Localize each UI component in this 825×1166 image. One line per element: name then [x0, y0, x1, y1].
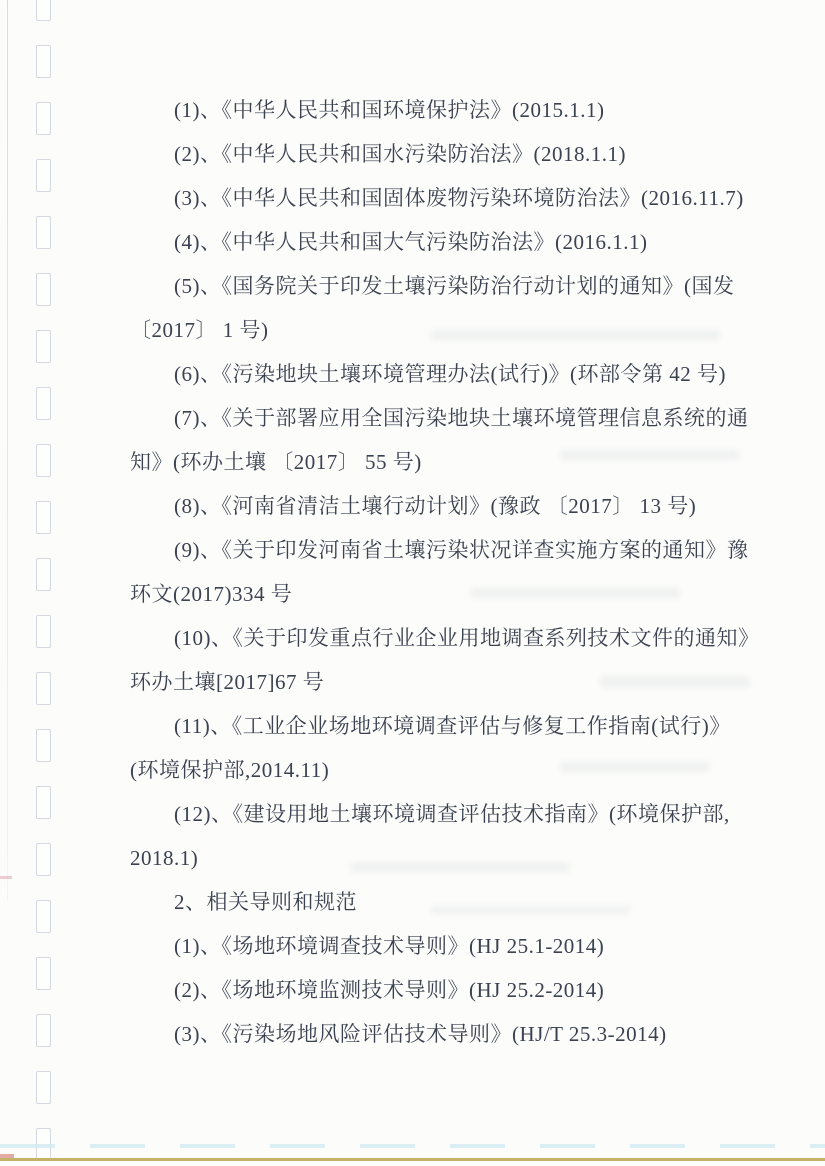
text-line: (2)、《中华人民共和国水污染防治法》(2018.1.1) — [174, 142, 626, 166]
text-line: (5)、《国务院关于印发土壤污染防治行动计划的通知》(国发 — [174, 274, 735, 298]
text-line: (9)、《关于印发河南省土壤污染状况详查实施方案的通知》豫 — [174, 538, 749, 562]
text-line: (7)、《关于部署应用全国污染地块土壤环境管理信息系统的通 — [174, 406, 749, 430]
binding-hole — [36, 159, 51, 192]
text-line: (10)、《关于印发重点行业企业用地调查系列技术文件的通知》 — [174, 626, 760, 650]
binding-hole — [36, 330, 51, 363]
bleed-through-smudge — [350, 862, 570, 872]
binding-hole — [36, 444, 51, 477]
binding-hole — [36, 45, 51, 78]
binding-hole — [36, 102, 51, 135]
binding-hole — [36, 900, 51, 933]
scan-artifact-red-dash — [0, 1154, 14, 1158]
text-line: (1)、《场地环境调查技术导则》(HJ 25.1-2014) — [174, 934, 605, 958]
text-line: 环办土壤[2017]67 号 — [130, 670, 325, 694]
text-line: (3)、《中华人民共和国固体废物污染环境防治法》(2016.11.7) — [174, 186, 744, 210]
text-line: 环文(2017)334 号 — [130, 582, 293, 606]
bleed-through-smudge — [430, 906, 630, 914]
text-line: (11)、《工业企业场地环境调查评估与修复工作指南(试行)》 — [174, 714, 731, 738]
text-line: (环境保护部,2014.11) — [130, 758, 330, 782]
text-line: (8)、《河南省清洁土壤行动计划》(豫政 〔2017〕 13 号) — [174, 494, 697, 518]
binding-hole — [36, 0, 51, 21]
binding-holes — [0, 0, 60, 1166]
binding-hole — [36, 615, 51, 648]
bleed-through-smudge — [430, 330, 720, 340]
text-line: 2018.1) — [130, 846, 199, 870]
bleed-through-smudge — [560, 762, 710, 772]
binding-hole — [36, 1014, 51, 1047]
scan-artifact-cyan-line — [0, 1144, 825, 1148]
binding-hole — [36, 558, 51, 591]
text-line: (2)、《场地环境监测技术导则》(HJ 25.2-2014) — [174, 978, 605, 1002]
binding-hole — [36, 501, 51, 534]
text-line: (1)、《中华人民共和国环境保护法》(2015.1.1) — [174, 98, 605, 122]
binding-hole — [36, 1071, 51, 1104]
text-line: 〔2017〕 1 号) — [130, 318, 269, 342]
binding-hole — [36, 273, 51, 306]
binding-hole — [36, 843, 51, 876]
text-line: (3)、《污染场地风险评估技术导则》(HJ/T 25.3-2014) — [174, 1022, 667, 1046]
binding-hole — [36, 387, 51, 420]
scan-artifact-pink-dash — [0, 876, 12, 879]
binding-hole — [36, 216, 51, 249]
bleed-through-smudge — [470, 588, 680, 598]
text-line: (12)、《建设用地土壤环境调查评估技术指南》(环境保护部, — [174, 802, 730, 826]
scan-edge-white — [0, 1161, 825, 1166]
binding-hole — [36, 957, 51, 990]
text-line: 知》(环办土壤 〔2017〕 55 号) — [130, 450, 422, 474]
text-line section-heading: 2、相关导则和规范 — [174, 890, 357, 914]
binding-hole — [36, 672, 51, 705]
binding-hole — [36, 729, 51, 762]
text-line: (4)、《中华人民共和国大气污染防治法》(2016.1.1) — [174, 230, 648, 254]
bleed-through-smudge — [600, 676, 750, 688]
binding-hole — [36, 786, 51, 819]
bleed-through-smudge — [560, 450, 740, 460]
text-line: (6)、《污染地块土壤环境管理办法(试行)》(环部令第 42 号) — [174, 362, 726, 386]
